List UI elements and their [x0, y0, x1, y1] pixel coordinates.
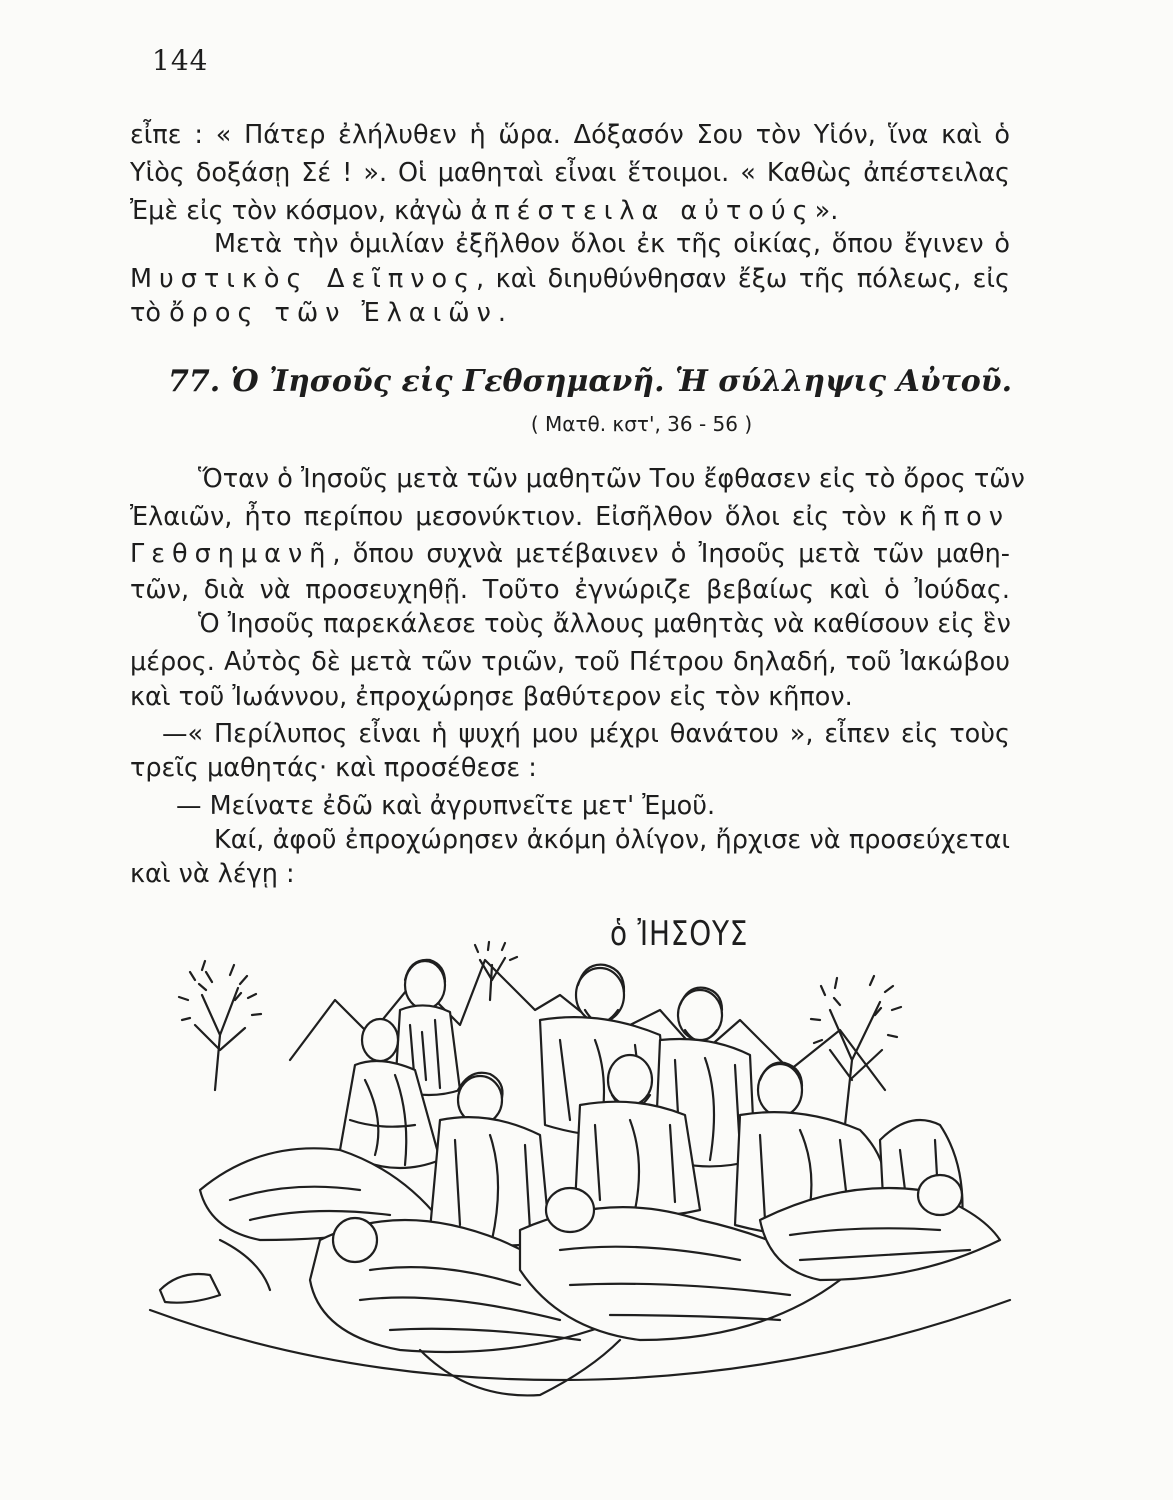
text-line: Μετὰ τὴν ὁμιλίαν ἐξῆλθον ὅλοι ἐκ τῆς οἰκίας, ὅπου ἔγινεν ὁ: [214, 229, 1010, 259]
text-line: —« Περίλυπος εἶναι ἡ ψυχή μου μέχρι θανάτου », εἶπεν εἰς τοὺς: [162, 719, 1010, 749]
text-line: τῶν, διὰ νὰ προσευχηθῇ. Τοῦτο ἐγνώριζε βεβαίως καὶ ὁ Ἰούδας.: [130, 575, 1010, 605]
figure-head: [362, 1019, 398, 1061]
text-line: [130, 537, 1010, 571]
text-span: ».: [814, 196, 839, 226]
text-line: τρεῖς μαθητάς· καὶ προσέθεσε :: [130, 753, 537, 783]
scripture-reference: ( Ματθ. κστ', 36 - 56 ): [530, 412, 753, 436]
text-line: μέρος. Αὐτὸς δὲ μετὰ τῶν τριῶν, τοῦ Πέτρου δηλαδή, τοῦ Ἰακώβου: [130, 647, 1010, 677]
section-heading: 77. Ὁ Ἰησοῦς εἰς Γεθσημανῆ. Ἡ σύλληψις Αὐτοῦ.: [168, 364, 1013, 399]
emphasized-text: κῆπον: [898, 502, 1010, 532]
text-line: καὶ νὰ λέγῃ :: [130, 859, 295, 889]
figure-feet: [160, 1274, 220, 1303]
right-tree-trunk: [830, 1002, 882, 1125]
text-span: Ἐμὲ εἰς τὸν κόσμον, κἀγὼ: [130, 196, 471, 226]
text-line: [130, 194, 1010, 228]
gethsemane-illustration: [140, 940, 1020, 1400]
emphasized-text: Γεθσημανῆ: [130, 539, 333, 569]
text-span: Ἐλαιῶν, ἦτο περίπου μεσονύκτιον. Εἰσῆλθον ὅλοι εἰς τὸν: [130, 502, 899, 532]
figure-head: [333, 1218, 377, 1262]
emphasized-text: ἀπέστειλα αὐτούς: [470, 196, 815, 226]
text-line: — Μείνατε ἐδῶ καὶ ἀγρυπνεῖτε μετ' Ἐμοῦ.: [176, 791, 716, 821]
text-line: Ὅταν ὁ Ἰησοῦς μετὰ τῶν μαθητῶν Του ἔφθασεν εἰς τὸ ὄρος τῶν: [198, 464, 1025, 494]
scripture-reference-row: [0, 410, 1173, 438]
text-span: τὸ: [130, 298, 170, 328]
figure-head: [576, 968, 624, 1022]
left-tree-trunk: [195, 988, 245, 1090]
text-line: καὶ τοῦ Ἰωάννου, ἐπροχώρησε βαθύτερον εἰς τὸν κῆπον.: [130, 682, 853, 712]
text-span: , καὶ διηυθύνθησαν ἔξω τῆς πόλεως, εἰς: [476, 264, 1010, 294]
left-tree-leaves: [179, 961, 261, 1020]
illustration-caption: ὁ ἸΗΣΟΥΣ: [610, 914, 749, 954]
emphasized-text: Μυστικὸς Δεῖπνος: [130, 264, 477, 294]
figure-head: [546, 1188, 594, 1232]
text-line: Υἱὸς δοξάσῃ Σέ ! ». Οἱ μαθηταὶ εἶναι ἕτοιμοι. « Καθὼς ἀπέστειλας: [130, 158, 1010, 188]
text-span: , ὅπου συχνὰ μετέβαινεν ὁ Ἰησοῦς μετὰ τῶν μαθη-: [332, 539, 1010, 569]
text-line: εἶπε : « Πάτερ ἐλήλυθεν ἡ ὥρα. Δόξασόν Σου τὸν Υἱόν, ἵνα καὶ ὁ: [130, 120, 1010, 150]
right-tree-leaves: [811, 976, 901, 1043]
text-line: [130, 262, 1010, 296]
figure-head: [918, 1175, 962, 1215]
text-span: .: [497, 298, 506, 328]
text-line: [130, 296, 1010, 330]
emphasized-text: ὄρος τῶν Ἐλαιῶν: [169, 298, 498, 328]
text-line: Ὁ Ἰησοῦς παρεκάλεσε τοὺς ἄλλους μαθητὰς νὰ καθίσουν εἰς ἓν: [198, 609, 1011, 639]
text-line: [130, 500, 1010, 534]
text-line: Καί, ἀφοῦ ἐπροχώρησεν ἀκόμη ὀλίγον, ἤρχισε νὰ προσεύχεται: [214, 825, 1010, 855]
page-number: 144: [152, 44, 209, 77]
